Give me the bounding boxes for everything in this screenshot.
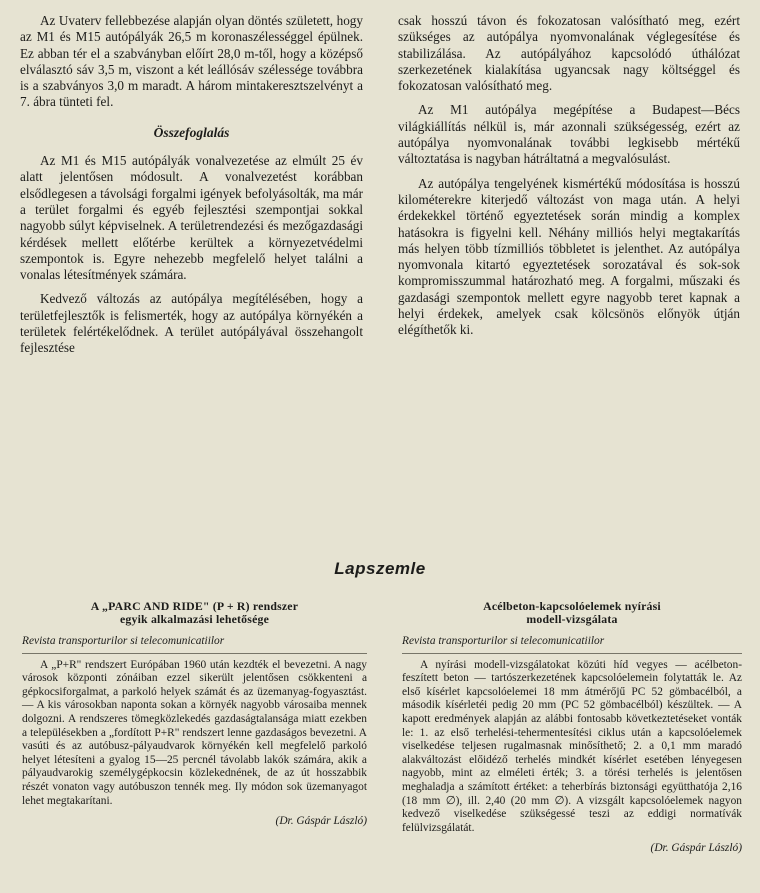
review-author: (Dr. Gáspár László) [275,815,367,828]
review-author: (Dr. Gáspár László) [650,842,742,855]
review-title [22,600,367,626]
review-title-line-2: egyik alkalmazási lehetősége [119,612,270,626]
right-paragraph-2: Az M1 autópálya megépítése a Budapest—Bécs világkiállítás nélkül is, már azonnali szükségesség, ezért az autópálya nyomvonalának további legkisebb mértékű változtatása is nagyban hátráltatná a megvalósulást. [398,102,740,167]
review-article-shear-connectors [402,600,742,856]
left-column [20,13,363,357]
left-paragraph-2: Az M1 és M15 autópályák vonalvezetése az elmúlt 25 év alatt jelentősen módosult. A vonalvezetést korábban elsődlegesen a távolsági forgalmi igények befolyásolták, ma már a terület forgalmi és egyéb fejlesztési szempontjai sokkal nagyobb súlyt képviselnek. A területrendezési és mezőgazdasági kérdések mellett előtérbe kerültek a környezetvédelmi szempontok is. Egyre nehezebb megfelelő helyet találni a vonalas létesítmények számára. [20,153,363,283]
left-paragraph-1: Az Uvaterv fellebbezése alapján olyan döntés született, hogy az M1 és M15 autópályák 26,5 m koronaszélességgel épülnek. Ez abban tér el a szabványban előírt 28,0 m-től, hogy a középső elválasztó sáv 3,5 m, viszont a két leállósáv szélessége továbbra is a szabványos 3,0 m maradt. A három mintakeresztszelvényt a 7. ábra tünteti fel. [20,13,363,110]
left-paragraph-3: Kedvező változás az autópálya megítélésében, hogy a területfejlesztők is felismerték, hogy az autópálya környékén a területek felértékelődnek. A terület autópályával összehangolt fejlesztése [20,291,363,356]
review-title-line-2: modell-vizsgálata [526,612,618,626]
review-article-park-and-ride [22,600,367,829]
review-source: Revista transporturilor si telecomunicatiilor [402,635,742,654]
summary-heading: Összefoglalás [153,124,230,140]
right-paragraph-3: Az autópálya tengelyének kismértékű módosítása is hosszú kilométerekre kiterjedő változást von maga után. A helyi érdekekkel történő egyeztetések során mindig a komplex hatásokra is figyelni kell. Néhány milliós helyi megtakarítás más helyen több tízmilliós többletet is jelenthet. Az autópálya nyomvonala kitartó egyeztetések sorozatával és sok-sok kompromisszummal határozható meg. A forgalmi, műszaki és gazdasági szempontok mellett egyre nagyobb teret kapnak a helyi érdekek, amelyek csak kölcsönös előnyök útján elégíthetők ki. [398,175,740,338]
review-title-line-1: A „PARC AND RIDE" (P + R) rendszer [90,599,299,613]
review-body: A nyírási modell-vizsgálatokat közúti híd vegyes — acélbeton-feszített beton — tartószerkezetének kapcsolóelemein folytatták le. Az első kísérlet kapcsolóelemei 18 mm átmérőjű PC 52 gömbacélból, a második kísérletéi pedig 20 mm (PC 52 gömbacélból) készültek. — A kapott eredmények alapján az alábbi fontosabb következtetéseket vonták le: 1. az első terhelési-tehermentesítési ciklus után a kapcsolóelemek viselkedése teljesen rugalmasnak minősíthető; 2. a 0,1 mm maradó alakváltozást előidéző terhelés mindkét kísérlet esetében lényegesen nagyobb, mint az elméleti érték; 3. a törési terhelés is jelentősen meghaladja a számított értéket: a teherbírás biztonsági együtthatója 2,16 (18 mm ∅), ill. 2,40 (20 mm ∅). A vizsgált kapcsolóelemek nagyon kedvező viselkedése szükségessé teszi az eddigi normatívák felülvizsgálatát. [402,658,742,834]
review-source: Revista transporturilor si telecomunicatiilor [22,635,367,654]
right-column [398,13,740,339]
review-body: A „P+R" rendszert Európában 1960 után kezdték el bevezetni. A nagy városok központi zónáiban ezzel sikerült jelentősen csökkenteni a gépkocsiforgalmat, a parkoló helyek számát és az üzemanyag-fogyasztást. — A kis városokban naponta sokan a környék nagyobb városaiba mennek dolgozni. A rendszeres tömegközlekedés gazdaságtalansága miatt ezekben a településekben a „fordított P+R" rendszert lenne gazdaságos bevezetni. A vasúti és az autóbusz-pályaudvarok környékén kell megfelelő parkoló helyet létesíteni a gyalog 15—25 percnél távolabb lakók számára, akik a pályaudvarokig személygépkocsin közlekednének, de az út hosszabbik részét vonaton vagy autóbuszon tennék meg. Ily módon sok üzemanyagot lehet megtakarítani. [22,658,367,807]
review-title-line-1: Acélbeton-kapcsolóelemek nyírási [483,599,661,613]
right-paragraph-1: csak hosszú távon és fokozatosan valósítható meg, ezért szükséges az autópálya nyomvonalának véglegesítése és stabilizálása. Az autópályához kapcsolódó úthálózat szerkezetének kialakítása ugyancsak nagy költséggel és fokozatosan valósítható meg. [398,13,740,94]
review-title [402,600,742,626]
press-review-heading: Lapszemle [334,559,426,578]
